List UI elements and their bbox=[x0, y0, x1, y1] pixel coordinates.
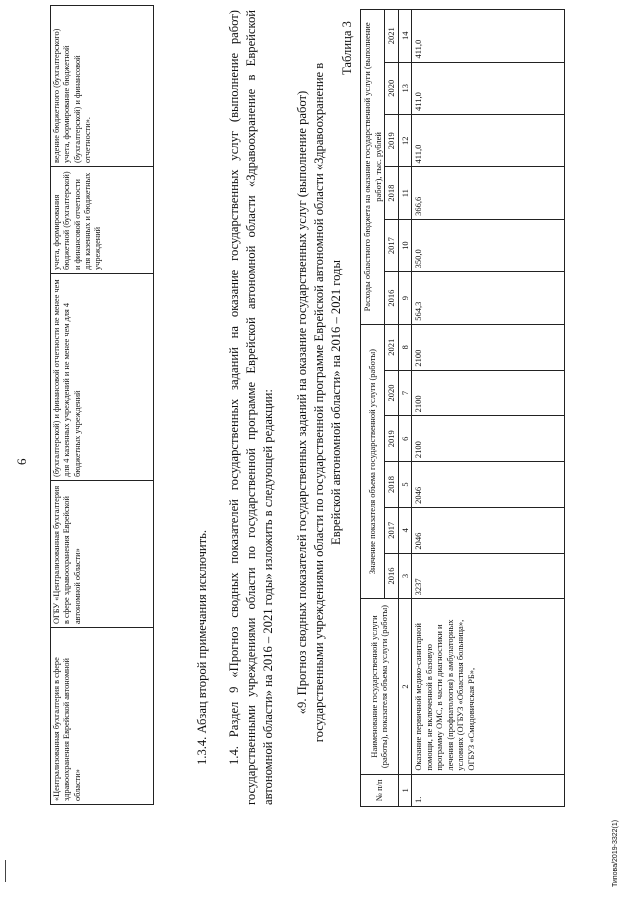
top-table-cell-4: учета, формирования бюджетной (бухгалтерской) и финансовой отчетности для казенных и бюджетных учреждений bbox=[51, 167, 154, 274]
year-cell: 2017 bbox=[385, 507, 399, 553]
colnum-cell: 4 bbox=[398, 507, 412, 553]
expense-value: 411,0 bbox=[412, 114, 565, 166]
section-title: «9. Прогноз сводных показателей государственных заданий на оказание государственных услуг (выполнение работ) государственными учреждениями области по государственной программе Еврейской автономной области «Здравоохранение в Еврейской автономной области» на 2016 – 2021 годы bbox=[295, 62, 343, 743]
footer-code: Типова/2019-3322(1) bbox=[612, 819, 619, 887]
year-cell: 2021 bbox=[385, 10, 399, 63]
expense-value: 350,0 bbox=[412, 219, 565, 271]
year-cell: 2016 bbox=[385, 272, 399, 324]
volume-value: 2046 bbox=[412, 462, 565, 508]
volume-value: 2100 bbox=[412, 324, 565, 370]
colnum-cell: 13 bbox=[398, 62, 412, 114]
year-cell: 2019 bbox=[385, 114, 399, 166]
colnum-cell: 11 bbox=[398, 167, 412, 219]
colnum-cell: 6 bbox=[398, 416, 412, 462]
table-row bbox=[412, 10, 565, 807]
year-cell: 2021 bbox=[385, 324, 399, 370]
year-cell: 2020 bbox=[385, 370, 399, 416]
volume-value: 2100 bbox=[412, 416, 565, 462]
colnum-cell: 9 bbox=[398, 272, 412, 324]
colnum-cell: 1 bbox=[398, 774, 412, 806]
table-label: Таблица 3 bbox=[340, 21, 354, 75]
paragraph-exclude: 1.3.4. Абзац второй примечания исключить. bbox=[195, 529, 209, 765]
colnum-cell: 3 bbox=[398, 553, 412, 599]
colnum-cell: 14 bbox=[398, 10, 412, 63]
volume-value: 2046 bbox=[412, 507, 565, 553]
colnum-cell: 10 bbox=[398, 219, 412, 271]
year-cell: 2016 bbox=[385, 553, 399, 599]
top-table-cell-1: «Централизованная бухгалтерия в сфере здравоохранения Еврейской автономной области» bbox=[51, 628, 154, 805]
colnum-cell: 5 bbox=[398, 462, 412, 508]
top-table-cell-5: ведение бюджетного (бухгалтерского) учета, формирование бюджетной (бухгалтерской) и финансовой отчетности». bbox=[51, 6, 154, 167]
colnum-cell: 2 bbox=[398, 599, 412, 774]
row-service-name: Оказание первичной медико-санитарной помощи, не включенной в базовую программу ОМС, в части диагностики и лечения (профпатология) в амбулаторных условиях (ОГБУЗ «Областная больница», ОГБУЗ «Смидовичская РБ», bbox=[412, 599, 565, 774]
colnum-cell: 8 bbox=[398, 324, 412, 370]
table-header-row bbox=[361, 10, 385, 807]
expense-value: 411,0 bbox=[412, 62, 565, 114]
table-colnum-row bbox=[398, 10, 412, 807]
page-number: 6 bbox=[14, 458, 29, 465]
expense-value: 366,6 bbox=[412, 167, 565, 219]
header-num: № п/п bbox=[361, 774, 399, 806]
row-num: 1. bbox=[412, 774, 565, 806]
header-name: Наименование государственной услуги (работы), показателя объема услуги (работы) bbox=[361, 599, 399, 774]
year-cell: 2018 bbox=[385, 462, 399, 508]
header-expense: Расходы областного бюджета на оказание государственной услуги (выполнение работ), тыс. рублей bbox=[361, 10, 385, 325]
main-table bbox=[360, 9, 565, 807]
top-table-cell-2: ОГБУ «Централизованная бухгалтерия в сфере здравоохранения Еврейской автономной области» bbox=[51, 481, 154, 628]
header-volume: Значение показателя объема государственной услуги (работы) bbox=[361, 324, 385, 599]
year-cell: 2020 bbox=[385, 62, 399, 114]
volume-value: 3237 bbox=[412, 553, 565, 599]
paragraph-section-9: 1.4. Раздел 9 «Прогноз сводных показателей государственных заданий на оказание государственных услуг (выполнение работ) государственными учреждениями области по государственной программе Еврейской автономной области «Здравоохранение в Еврейской автономной области» на 2016 – 2021 годы» изложить в следующей редакции: bbox=[227, 10, 275, 805]
year-cell: 2017 bbox=[385, 219, 399, 271]
table-row bbox=[51, 6, 154, 805]
top-table bbox=[50, 5, 154, 805]
expense-value: 564,3 bbox=[412, 272, 565, 324]
top-table-cell-3: (бухгалтерской) и финансовой отчетности не менее чем для 4 казенных учреждений и не менее чем для 4 бюджетных учреждений bbox=[51, 274, 154, 481]
year-cell: 2019 bbox=[385, 416, 399, 462]
colnum-cell: 7 bbox=[398, 370, 412, 416]
year-cell: 2018 bbox=[385, 167, 399, 219]
expense-value: 411,0 bbox=[412, 10, 565, 63]
colnum-cell: 12 bbox=[398, 114, 412, 166]
volume-value: 2100 bbox=[412, 370, 565, 416]
